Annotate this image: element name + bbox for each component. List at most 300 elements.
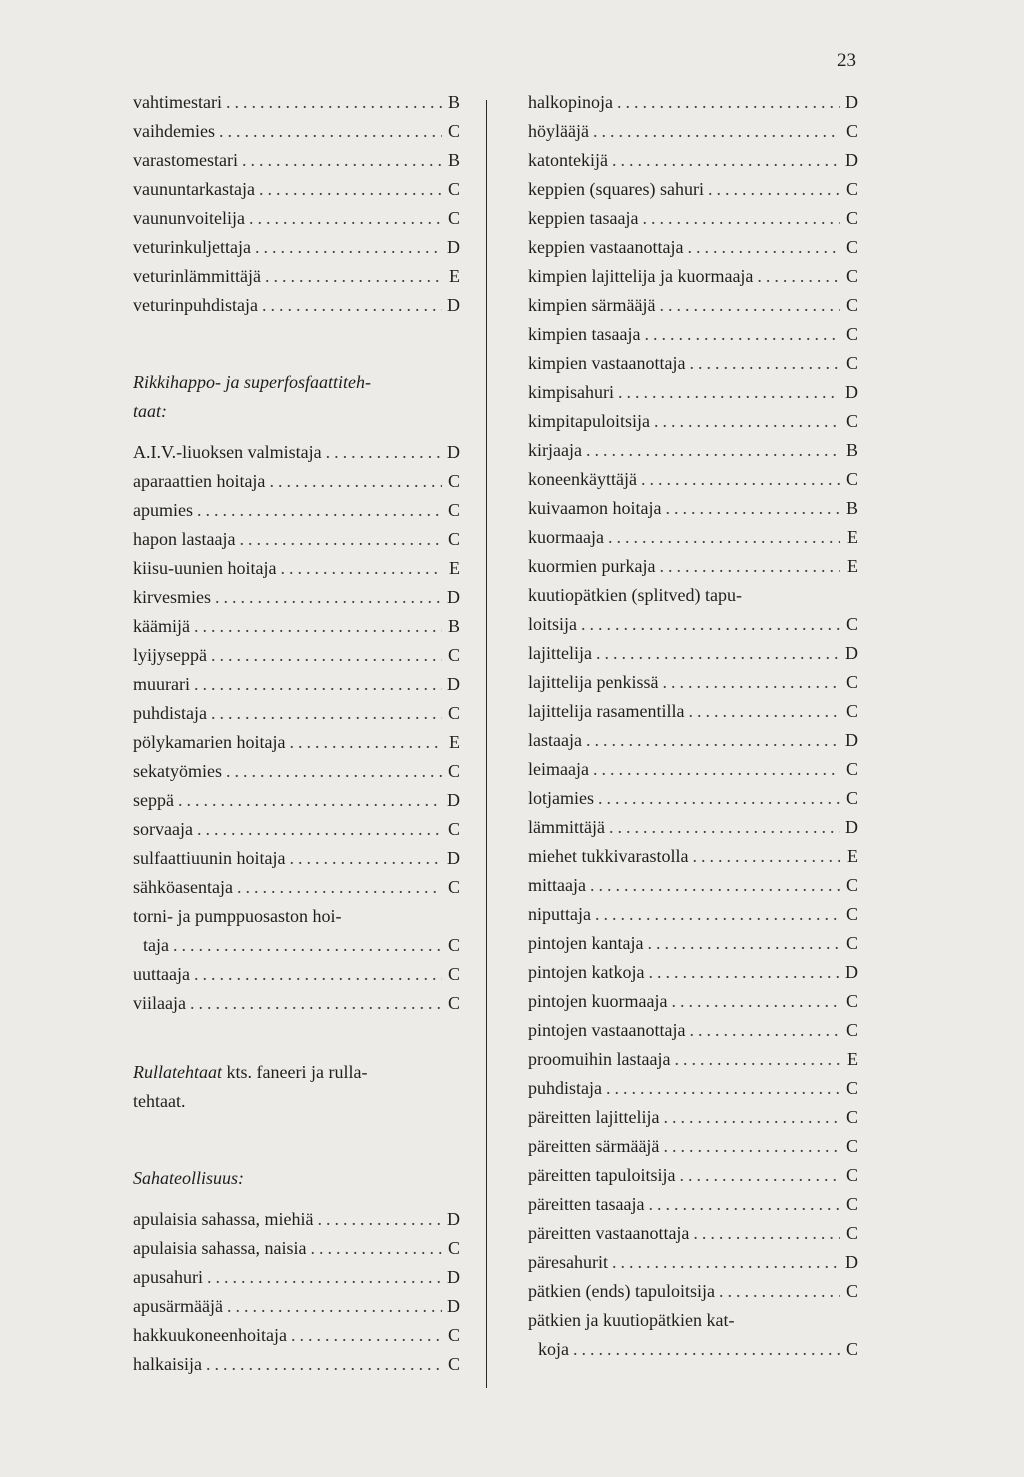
- list-item: [528, 1248, 858, 1277]
- list-item: [528, 175, 858, 204]
- list-item: [133, 1292, 460, 1321]
- leader-dots: [573, 1335, 840, 1364]
- entry-grade: C: [447, 993, 460, 1013]
- leader-dots: [612, 1248, 840, 1277]
- entry-label: hapon lastaaja: [133, 529, 236, 549]
- entry-label: kuormaaja: [528, 527, 604, 547]
- list-item: [528, 262, 858, 291]
- list-item: [528, 958, 858, 987]
- entry-label: apulaisia sahassa, miehiä: [133, 1209, 314, 1229]
- entry-label: veturinpuhdistaja: [133, 295, 258, 315]
- entry-label: A.I.V.-liuoksen valmistaja: [133, 442, 322, 462]
- section-gap: [133, 426, 460, 438]
- entry-label: lyijyseppä: [133, 645, 207, 665]
- leader-dots: [197, 496, 442, 525]
- entry-label: apusahuri: [133, 1267, 203, 1287]
- entry-label: proomuihin lastaaja: [528, 1049, 671, 1069]
- leader-dots: [310, 1234, 442, 1263]
- left-top-list: [133, 88, 460, 320]
- leader-dots: [249, 204, 442, 233]
- entry-label: kirjaaja: [528, 440, 582, 460]
- entry-label: vaihdemies: [133, 121, 215, 141]
- entry-grade: D: [845, 382, 858, 402]
- note-italic: Rullatehtaat: [133, 1062, 222, 1082]
- list-item: [528, 1103, 858, 1132]
- leader-dots: [207, 1263, 442, 1292]
- entry-label: uuttaaja: [133, 964, 190, 984]
- list-item-torni-line2: [133, 931, 460, 960]
- list-item: [528, 494, 858, 523]
- entry-grade: D: [845, 643, 858, 663]
- list-item: [528, 465, 858, 494]
- leader-dots: [289, 844, 442, 873]
- leader-dots: [618, 378, 840, 407]
- entry-grade: C: [845, 788, 858, 808]
- entry-grade: B: [447, 150, 460, 170]
- entry-label: halkaisija: [133, 1354, 202, 1374]
- leader-dots: [757, 262, 840, 291]
- list-item: [528, 320, 858, 349]
- entry-grade: D: [447, 295, 460, 315]
- leader-dots: [662, 668, 840, 697]
- entry-label: loitsija: [528, 614, 577, 634]
- entry-grade: C: [845, 1165, 858, 1185]
- list-item: [133, 989, 460, 1018]
- entry-label: sulfaattiuunin hoitaja: [133, 848, 286, 868]
- leader-dots: [596, 639, 840, 668]
- entry-grade: C: [845, 469, 858, 489]
- entry-label: apusärmääjä: [133, 1296, 223, 1316]
- list-item: [528, 552, 858, 581]
- entry-label: pintojen kantaja: [528, 933, 644, 953]
- list-item: [133, 670, 460, 699]
- sahateollisuus-list: [133, 1205, 460, 1379]
- entry-label: katontekijä: [528, 150, 608, 170]
- list-item: [133, 117, 460, 146]
- entry-grade: C: [447, 935, 460, 955]
- entry-label: lajittelija penkissä: [528, 672, 659, 692]
- leader-dots: [612, 146, 840, 175]
- list-item: [133, 1205, 460, 1234]
- entry-grade: C: [447, 1325, 460, 1345]
- entry-grade: D: [447, 674, 460, 694]
- list-item: [528, 755, 858, 784]
- entry-label: pölykamarien hoitaja: [133, 732, 286, 752]
- entry-label: kirvesmies: [133, 587, 211, 607]
- entry-grade: C: [845, 121, 858, 141]
- list-item: [528, 233, 858, 262]
- leader-dots: [326, 438, 442, 467]
- entry-label: keppien (squares) sahuri: [528, 179, 704, 199]
- leader-dots: [586, 726, 840, 755]
- leader-dots: [215, 583, 442, 612]
- list-item-patkien-line1: [528, 1306, 858, 1335]
- list-item: [133, 146, 460, 175]
- right-column: [528, 88, 858, 1364]
- leader-dots: [265, 262, 442, 291]
- list-item: [528, 1219, 858, 1248]
- leader-dots: [255, 233, 442, 262]
- leader-dots: [663, 1132, 840, 1161]
- section-heading-rikkihappo: [133, 368, 460, 426]
- list-item-patkien-line2: [528, 1335, 858, 1364]
- leader-dots: [688, 697, 840, 726]
- list-item: [528, 1190, 858, 1219]
- right-list-b: [528, 639, 858, 1306]
- entry-grade: C: [845, 1136, 858, 1156]
- leader-dots: [679, 1161, 840, 1190]
- list-item-torni-line1: [133, 902, 460, 931]
- entry-label: apulaisia sahassa, naisia: [133, 1238, 307, 1258]
- entry-grade: C: [845, 1339, 858, 1359]
- list-item: [133, 1263, 460, 1292]
- note-line-2: tehtaat.: [133, 1091, 186, 1111]
- list-item: [133, 1350, 460, 1379]
- entry-grade: C: [845, 1223, 858, 1243]
- entry-grade: D: [447, 1267, 460, 1287]
- entry-grade: C: [845, 208, 858, 228]
- entry-label: höylääjä: [528, 121, 589, 141]
- entry-grade: C: [447, 1238, 460, 1258]
- leader-dots: [226, 88, 442, 117]
- list-item: [133, 728, 460, 757]
- entry-grade: C: [845, 179, 858, 199]
- right-list-a: [528, 88, 858, 581]
- leader-dots: [659, 291, 840, 320]
- rikkihappo-list: [133, 438, 460, 902]
- entry-label: kimpitapuloitsija: [528, 411, 650, 431]
- leader-dots: [719, 1277, 840, 1306]
- entry-grade: C: [845, 1194, 858, 1214]
- list-item: [528, 1016, 858, 1045]
- entry-grade: D: [845, 150, 858, 170]
- leader-dots: [654, 407, 840, 436]
- list-item: [133, 786, 460, 815]
- list-item: [528, 88, 858, 117]
- leader-dots: [593, 755, 840, 784]
- leader-dots: [269, 467, 442, 496]
- leader-dots: [609, 813, 840, 842]
- list-item: [528, 204, 858, 233]
- entry-grade: D: [447, 848, 460, 868]
- entry-label: päreitten lajittelija: [528, 1107, 660, 1127]
- rullatehtaat-note: [133, 1058, 460, 1116]
- list-item: [133, 960, 460, 989]
- leader-dots: [194, 670, 442, 699]
- entry-label: puhdistaja: [528, 1078, 602, 1098]
- entry-grade: C: [845, 411, 858, 431]
- list-item: [133, 233, 460, 262]
- list-item: [133, 1321, 460, 1350]
- list-item: [528, 1277, 858, 1306]
- leader-dots: [194, 960, 442, 989]
- entry-grade: C: [845, 295, 858, 315]
- entry-label: varastomestari: [133, 150, 238, 170]
- entry-label: niputtaja: [528, 904, 591, 924]
- entry-grade: D: [845, 92, 858, 112]
- list-item: [528, 407, 858, 436]
- leader-dots: [693, 1219, 840, 1248]
- leader-dots: [317, 1205, 442, 1234]
- leader-dots: [663, 1103, 840, 1132]
- entry-grade: C: [845, 672, 858, 692]
- entry-label: mittaaja: [528, 875, 586, 895]
- leader-dots: [647, 929, 840, 958]
- entry-label: aparaattien hoitaja: [133, 471, 266, 491]
- list-item: [133, 583, 460, 612]
- leader-dots: [190, 989, 442, 1018]
- entry-label: apumies: [133, 500, 193, 520]
- leader-dots: [211, 641, 442, 670]
- list-item: [133, 873, 460, 902]
- entry-label: päreitten tasaaja: [528, 1194, 645, 1214]
- entry-grade: C: [845, 1107, 858, 1127]
- leader-dots: [586, 436, 840, 465]
- list-item: [528, 697, 858, 726]
- leader-dots: [227, 1292, 442, 1321]
- entry-grade: E: [847, 527, 858, 547]
- list-item: [528, 146, 858, 175]
- heading-line-1: Rikkihappo- ja superfosfaattiteh-: [133, 372, 371, 392]
- leader-dots: [659, 552, 840, 581]
- heading-line-2: taat:: [133, 401, 167, 421]
- entry-label: sorvaaja: [133, 819, 193, 839]
- leader-dots: [689, 349, 840, 378]
- entry-grade: C: [447, 703, 460, 723]
- entry-grade: E: [449, 732, 460, 752]
- leader-dots: [692, 842, 840, 871]
- entry-grade: D: [447, 1296, 460, 1316]
- entry-grade: B: [447, 616, 460, 636]
- entry-grade: C: [845, 1281, 858, 1301]
- leader-dots: [644, 320, 840, 349]
- entry-label: pintojen kuormaaja: [528, 991, 668, 1011]
- list-item: [133, 262, 460, 291]
- list-item: [528, 291, 858, 320]
- leader-dots: [708, 175, 840, 204]
- entry-grade: C: [447, 1354, 460, 1374]
- leader-dots: [219, 117, 442, 146]
- list-item: [528, 639, 858, 668]
- entry-grade: C: [447, 877, 460, 897]
- list-item: [528, 378, 858, 407]
- leader-dots: [642, 204, 840, 233]
- list-item: [133, 844, 460, 873]
- list-item: [133, 757, 460, 786]
- entry-grade: E: [847, 556, 858, 576]
- entry-grade: C: [447, 500, 460, 520]
- leader-dots: [595, 900, 840, 929]
- list-item: [133, 204, 460, 233]
- entry-grade: D: [447, 587, 460, 607]
- list-item: [133, 88, 460, 117]
- list-item: [133, 815, 460, 844]
- list-item: [528, 1161, 858, 1190]
- list-item: [528, 900, 858, 929]
- column-divider: [486, 100, 487, 1388]
- entry-grade: E: [449, 266, 460, 286]
- entry-label: päreitten vastaanottaja: [528, 1223, 690, 1243]
- entry-label: koneenkäyttäjä: [528, 469, 637, 489]
- leader-dots: [280, 554, 442, 583]
- entry-grade: C: [845, 759, 858, 779]
- section-gap: [133, 1018, 460, 1058]
- list-item: [133, 496, 460, 525]
- entry-grade: E: [847, 846, 858, 866]
- list-item: [528, 784, 858, 813]
- entry-grade: E: [449, 558, 460, 578]
- list-item: [133, 438, 460, 467]
- entry-label: päresahurit: [528, 1252, 608, 1272]
- list-item: [528, 929, 858, 958]
- list-item: [528, 523, 858, 552]
- list-item: [528, 813, 858, 842]
- entry-label: kuivaamon hoitaja: [528, 498, 662, 518]
- leader-dots: [178, 786, 442, 815]
- entry-grade: C: [845, 904, 858, 924]
- entry-label: seppä: [133, 790, 174, 810]
- entry-grade: E: [847, 1049, 858, 1069]
- section-gap: [133, 320, 460, 368]
- entry-label: pintojen katkoja: [528, 962, 645, 982]
- entry-grade: C: [447, 529, 460, 549]
- leader-dots: [674, 1045, 840, 1074]
- entry-label: miehet tukkivarastolla: [528, 846, 689, 866]
- leader-dots: [608, 523, 840, 552]
- entry-label: sekatyömies: [133, 761, 222, 781]
- entry-label: halkopinoja: [528, 92, 613, 112]
- list-item: [133, 291, 460, 320]
- leader-dots: [689, 1016, 840, 1045]
- entry-label: päreitten särmääjä: [528, 1136, 660, 1156]
- section-heading-sahateollisuus: Sahateollisuus:: [133, 1168, 244, 1188]
- list-item: [528, 1045, 858, 1074]
- entry-label: lotjamies: [528, 788, 594, 808]
- entry-label: hakkuukoneenhoitaja: [133, 1325, 287, 1345]
- entry-label: keppien vastaanottaja: [528, 237, 684, 257]
- entry-grade: D: [845, 817, 858, 837]
- leader-dots: [239, 525, 442, 554]
- list-item: [528, 117, 858, 146]
- leader-dots: [197, 815, 442, 844]
- entry-grade: C: [845, 1020, 858, 1040]
- entry-label: kimpien lajittelija ja kuormaaja: [528, 266, 754, 286]
- entry-label: sähköasentaja: [133, 877, 233, 897]
- section-gap: [133, 1193, 460, 1205]
- entry-grade: D: [447, 442, 460, 462]
- leader-dots: [687, 233, 840, 262]
- entry-label: puhdistaja: [133, 703, 207, 723]
- entry-label: kuormien purkaja: [528, 556, 656, 576]
- entry-label: vaununtarkastaja: [133, 179, 255, 199]
- entry-grade: C: [845, 991, 858, 1011]
- entry-grade: C: [845, 324, 858, 344]
- leader-dots: [606, 1074, 840, 1103]
- leader-dots: [593, 117, 840, 146]
- entry-grade: C: [447, 964, 460, 984]
- leader-dots: [262, 291, 442, 320]
- entry-grade: D: [845, 1252, 858, 1272]
- list-item: [528, 436, 858, 465]
- entry-label: kimpisahuri: [528, 382, 614, 402]
- leader-dots: [173, 931, 442, 960]
- entry-grade: B: [845, 440, 858, 460]
- list-item: [528, 1074, 858, 1103]
- entry-grade: D: [447, 1209, 460, 1229]
- entry-label: pätkien ja kuutiopätkien kat-: [528, 1310, 735, 1330]
- leader-dots: [289, 728, 442, 757]
- entry-grade: C: [845, 1078, 858, 1098]
- left-column: [133, 88, 460, 1379]
- entry-grade: C: [845, 933, 858, 953]
- leader-dots: [581, 610, 840, 639]
- entry-label: kimpien tasaaja: [528, 324, 641, 344]
- leader-dots: [641, 465, 840, 494]
- entry-label: pätkien (ends) tapuloitsija: [528, 1281, 715, 1301]
- entry-label: veturinkuljettaja: [133, 237, 251, 257]
- leader-dots: [242, 146, 442, 175]
- leader-dots: [665, 494, 840, 523]
- list-item-kuutio-line1: [528, 581, 858, 610]
- leader-dots: [648, 1190, 840, 1219]
- entry-grade: C: [845, 237, 858, 257]
- entry-label: torni- ja pumppuosaston hoi-: [133, 906, 342, 926]
- entry-label: lajittelija: [528, 643, 592, 663]
- section-gap: [133, 1116, 460, 1164]
- list-item: [133, 554, 460, 583]
- entry-grade: C: [845, 614, 858, 634]
- entry-label: pintojen vastaanottaja: [528, 1020, 686, 1040]
- list-item: [528, 871, 858, 900]
- leader-dots: [206, 1350, 442, 1379]
- leader-dots: [598, 784, 840, 813]
- list-item: [528, 842, 858, 871]
- entry-label: keppien tasaaja: [528, 208, 639, 228]
- entry-label: kuutiopätkien (splitved) tapu-: [528, 585, 742, 605]
- leader-dots: [671, 987, 840, 1016]
- page-number: 23: [837, 50, 856, 71]
- leader-dots: [194, 612, 442, 641]
- entry-grade: C: [447, 761, 460, 781]
- entry-label: lajittelija rasamentilla: [528, 701, 685, 721]
- entry-grade: D: [447, 237, 460, 257]
- entry-label: koja: [538, 1339, 569, 1359]
- entry-label: leimaaja: [528, 759, 589, 779]
- entry-grade: C: [845, 353, 858, 373]
- entry-grade: D: [845, 962, 858, 982]
- entry-grade: C: [447, 471, 460, 491]
- entry-grade: C: [845, 266, 858, 286]
- list-item: [133, 525, 460, 554]
- entry-label: kimpien särmääjä: [528, 295, 656, 315]
- entry-label: veturinlämmittäjä: [133, 266, 261, 286]
- entry-label: viilaaja: [133, 993, 186, 1013]
- entry-grade: D: [845, 730, 858, 750]
- leader-dots: [211, 699, 442, 728]
- list-item: [133, 1234, 460, 1263]
- list-item-kuutio-line2: [528, 610, 858, 639]
- list-item: [133, 699, 460, 728]
- entry-label: kiisu-uunien hoitaja: [133, 558, 277, 578]
- entry-label: käämijä: [133, 616, 190, 636]
- entry-label: lastaaja: [528, 730, 582, 750]
- entry-grade: C: [447, 208, 460, 228]
- list-item: [133, 175, 460, 204]
- entry-label: muurari: [133, 674, 190, 694]
- entry-grade: D: [447, 790, 460, 810]
- list-item: [528, 1132, 858, 1161]
- entry-label: kimpien vastaanottaja: [528, 353, 686, 373]
